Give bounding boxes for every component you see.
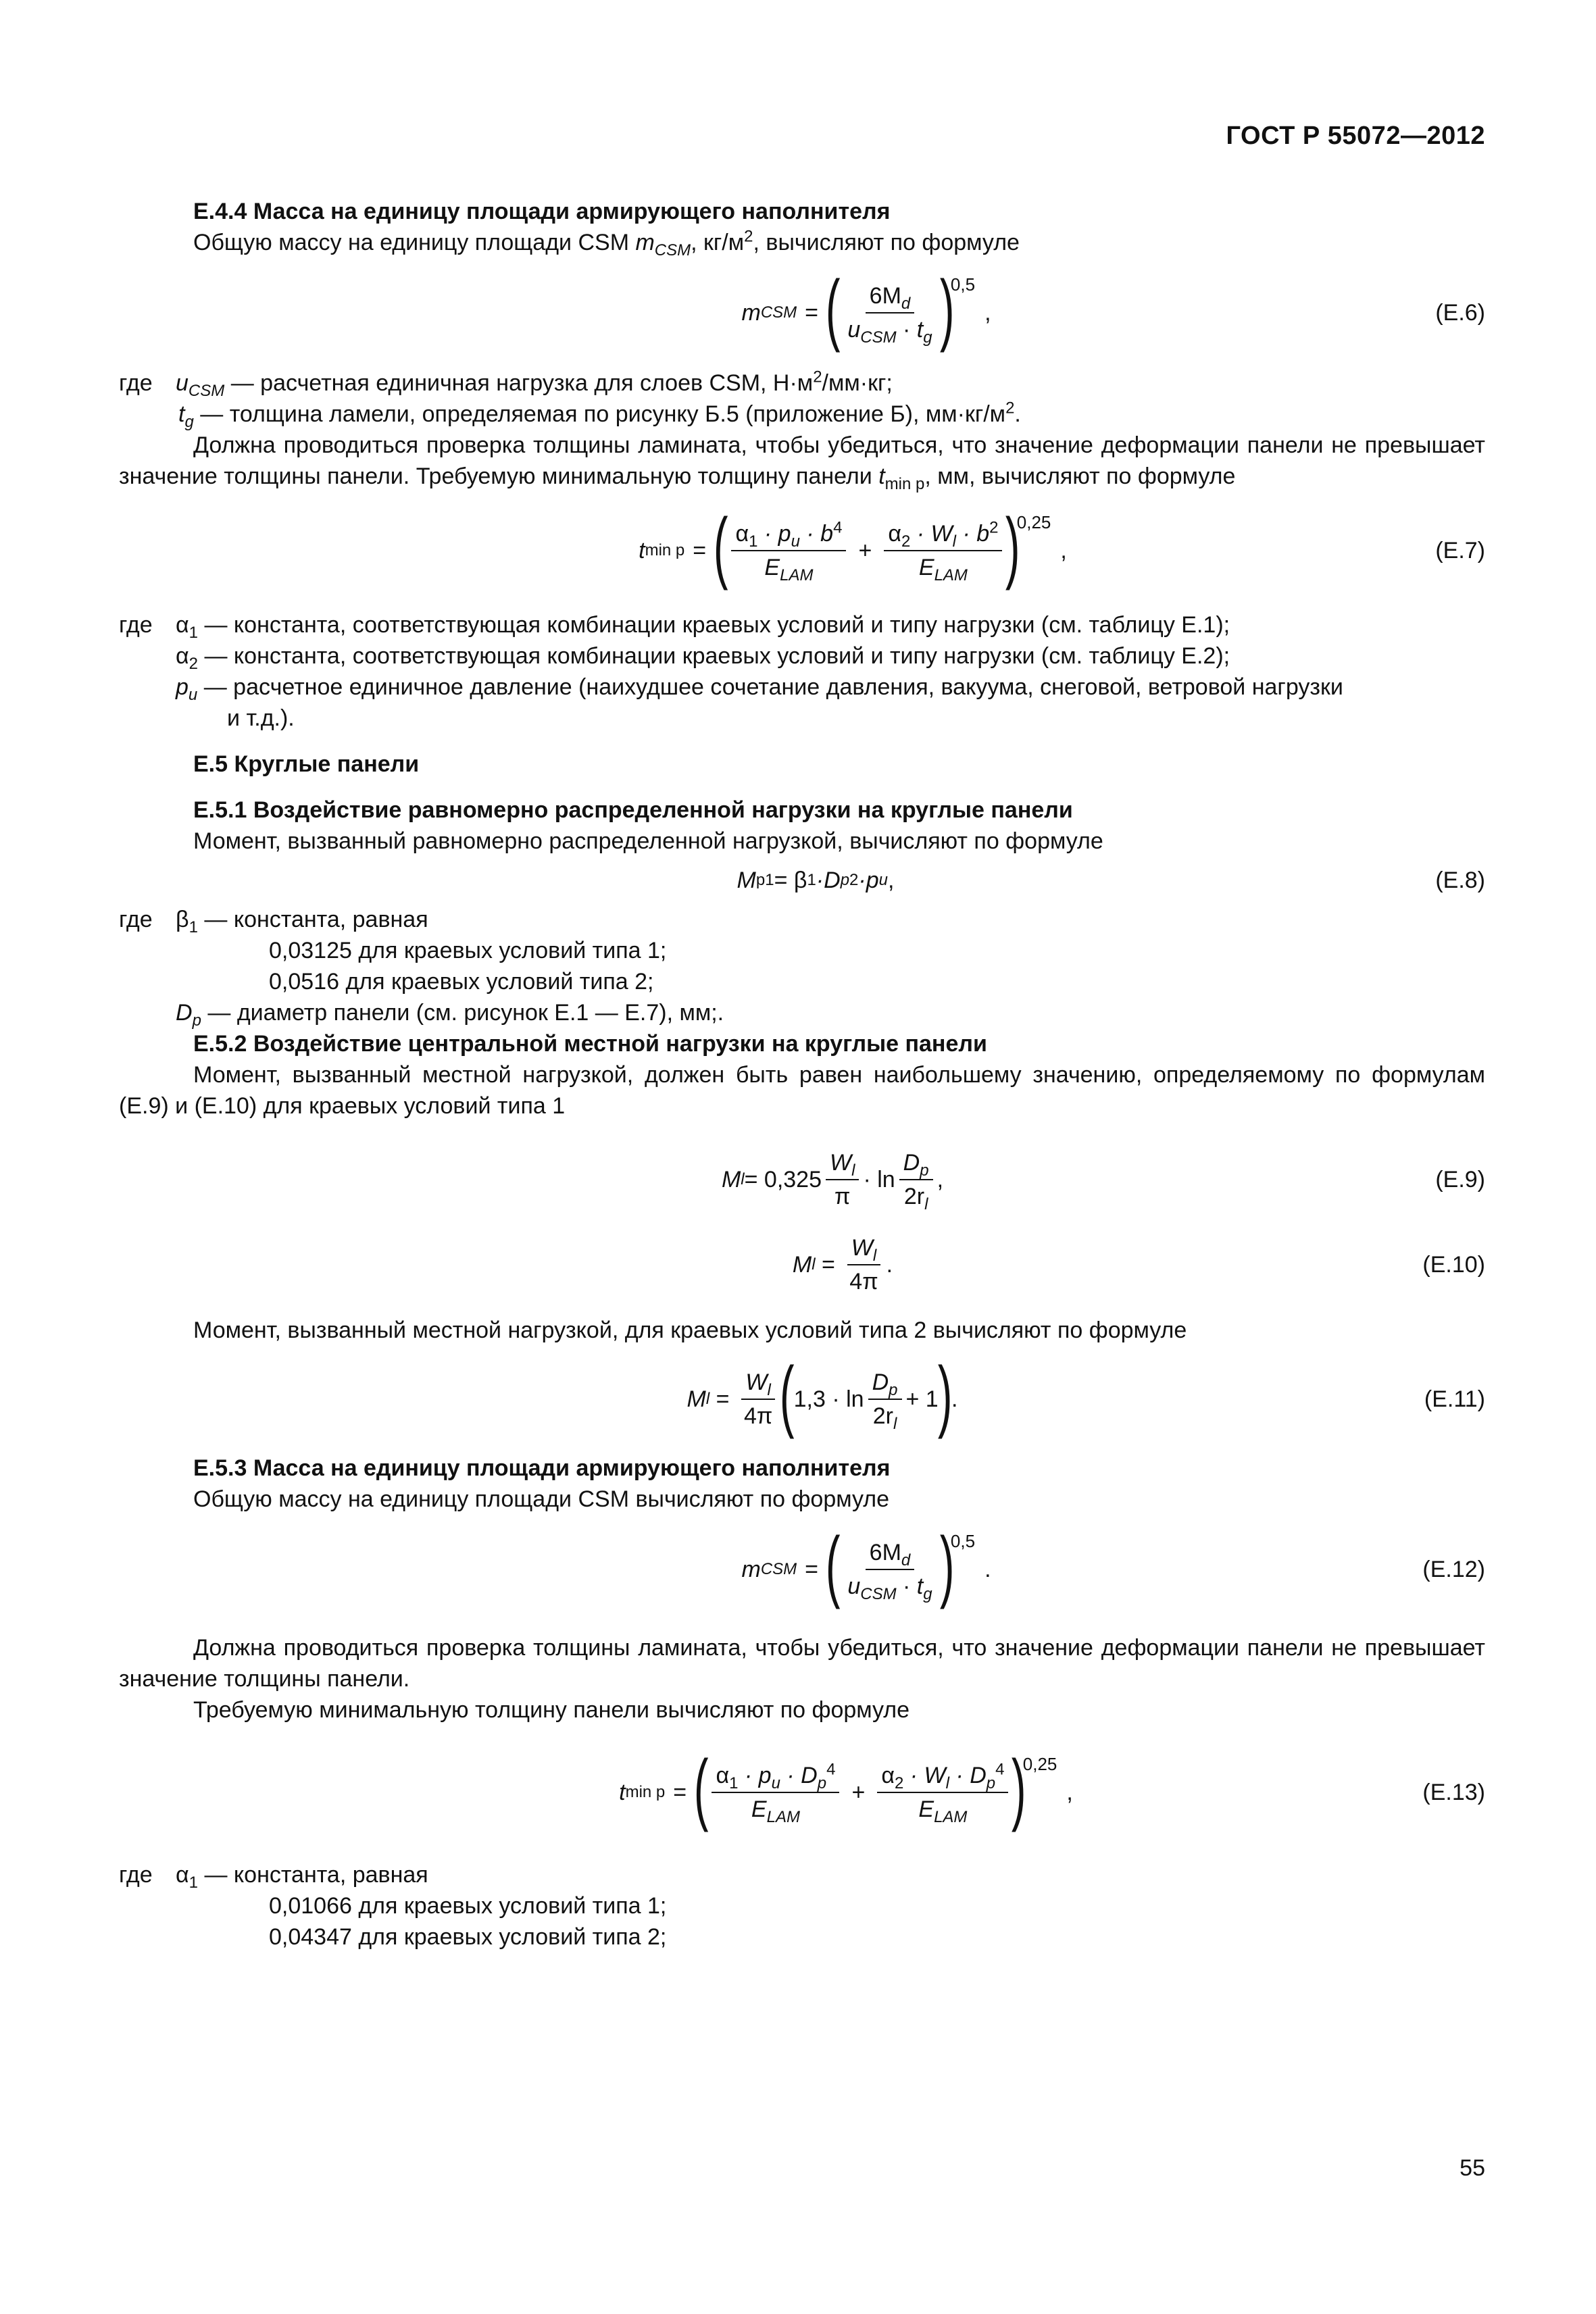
section-heading-e52: Е.5.2 Воздействие центральной местной нагрузки на круглые панели xyxy=(193,1031,987,1057)
thickness-check-paragraph: Должна проводиться проверка толщины ламината, чтобы убедиться, что значение деформации панели не превышает значение толщины панели. Требуемую минимальную толщину панели $t_{min p}$, мм, вычисляют по формуле xyxy=(119,432,1485,493)
formula-number-e12: (Е.12) xyxy=(1422,1557,1485,1582)
where-list-e7: где $\alpha_1$ — константа, соответствующая комбинации краевых условий и типу нагрузки (см. таблицу Е.1); $\alpha_2$ — константа, соответствующая комбинации краевых условий и типу нагрузки (см. таблицу Е.2); $p_u$ — расчетное единичное давление (наихудшее сочетание давления, вакуума, снеговой, ветровой нагрузки и т.д.). xyxy=(119,612,1343,731)
page-number: 55 xyxy=(1460,2155,1485,2181)
formula-number-e7: (Е.7) xyxy=(1435,538,1485,563)
formula-number-e11: (Е.11) xyxy=(1424,1386,1485,1412)
formula-e8: M p1 = β 1 ·D p 2 ·p u , (Е.8) xyxy=(119,857,1485,904)
where-list-e13: где $\alpha_1$ — константа, равная 0,01066 для краевых условий типа 1; 0,04347 для краевых условий типа 2; xyxy=(119,1862,667,1950)
formula-number-e6: (Е.6) xyxy=(1435,300,1485,326)
dp-definition: $D_p$ — диаметр панели (см. рисунок Е.1 — Е.7), мм;. xyxy=(176,1000,724,1030)
e53-intro: Общую массу на единицу площади CSM вычисляют по формуле xyxy=(193,1486,890,1512)
page-content xyxy=(119,196,1485,1953)
formula-number-e10: (Е.10) xyxy=(1422,1252,1485,1278)
formula-e9: M l = 0,325 $\frac{W_l}{\pi}$ · ln $\frac{D_p}{2r_l}$ , (Е.9) xyxy=(119,1145,1485,1215)
thickness-check-paragraph-2: Должна проводиться проверка толщины ламината, чтобы убедиться, что значение деформации панели не превышает значение толщины панели. xyxy=(119,1635,1485,1692)
formula-e7: t min p = ( $\frac{\alpha_1 \cdot p_u \cdot b^4}{E_{LAM}}$ + $\frac{\alpha_2 \cdot W_l \cdot b^2}{E_{LAM}}$ ) 0,25 , (Е.7) xyxy=(639,502,1485,591)
section-heading-e44: Е.4.4 Масса на единицу площади армирующего наполнителя xyxy=(193,199,891,224)
section-heading-e51: Е.5.1 Воздействие равномерно распределенной нагрузки на круглые панели xyxy=(193,797,1073,823)
formula-number-e9: (Е.9) xyxy=(1435,1167,1485,1192)
formula-e11: M l = $\frac{W_l}{4\pi}$ ( 1,3 · ln $\frac{D_p}{2r_l}$ + 1 ) . (Е.11) xyxy=(687,1351,1485,1440)
section-heading-e53: Е.5.3 Масса на единицу площади армирующего наполнителя xyxy=(193,1455,891,1481)
formula-e10: M l = $\frac{W_l}{4\pi}$ . (Е.10) xyxy=(119,1230,1485,1300)
e52-intro-2: Момент, вызванный местной нагрузкой, для краевых условий типа 2 вычисляют по формуле xyxy=(193,1317,1187,1343)
section-heading-e5: Е.5 Круглые панели xyxy=(193,751,420,777)
required-thickness-intro: Требуемую минимальную толщину панели вычисляют по формуле xyxy=(193,1697,910,1723)
where-list-e8: где $\beta_1$ — константа, равная 0,03125 для краевых условий типа 1; 0,0516 для краевых условий типа 2; xyxy=(119,907,667,995)
where-list-e6: где $u_{CSM}$ — расчетная единичная нагрузка для слоев CSM, $Н\cdot м^2/мм\cdot кг$; $t_g$ — толщина ламели, определяемая по рисунку Б.5 (приложение Б), $мм\cdot кг/м^2$. xyxy=(119,368,1021,431)
formula-e12: m CSM = ( $\frac{6M_d}{u_{CSM} \cdot t_g}$ ) 0,5 . (Е.12) xyxy=(741,1521,1485,1610)
e52-intro: Момент, вызванный местной нагрузкой, должен быть равен наибольшему значению, определяемому по формулам (Е.9) и (Е.10) для краевых условий типа 1 xyxy=(119,1062,1485,1119)
formula-number-e13: (Е.13) xyxy=(1422,1780,1485,1805)
formula-e13: t min p = ( $\frac{\alpha_1 \cdot p_u \cdot D_p^4}{E_{LAM}}$ + $\frac{\alpha_2 \cdot W_l \cdot D_p^4}{E_{LAM}}$ ) 0,25 , (Е.13) xyxy=(619,1744,1485,1833)
e51-intro: Момент, вызванный равномерно распределенной нагрузкой, вычисляют по формуле xyxy=(193,828,1103,854)
document-code: ГОСТ Р 55072—2012 xyxy=(1226,122,1485,150)
formula-e6: m CSM = ( $\frac{6M_d}{u_{CSM} \cdot t_g}$ ) 0,5 , (Е.6) xyxy=(741,264,1485,353)
e44-intro: Общую массу на единицу площади CSM $m_{CSM}$, $кг/м^2$, вычисляют по формуле xyxy=(193,227,1020,259)
formula-number-e8: (Е.8) xyxy=(1435,867,1485,893)
